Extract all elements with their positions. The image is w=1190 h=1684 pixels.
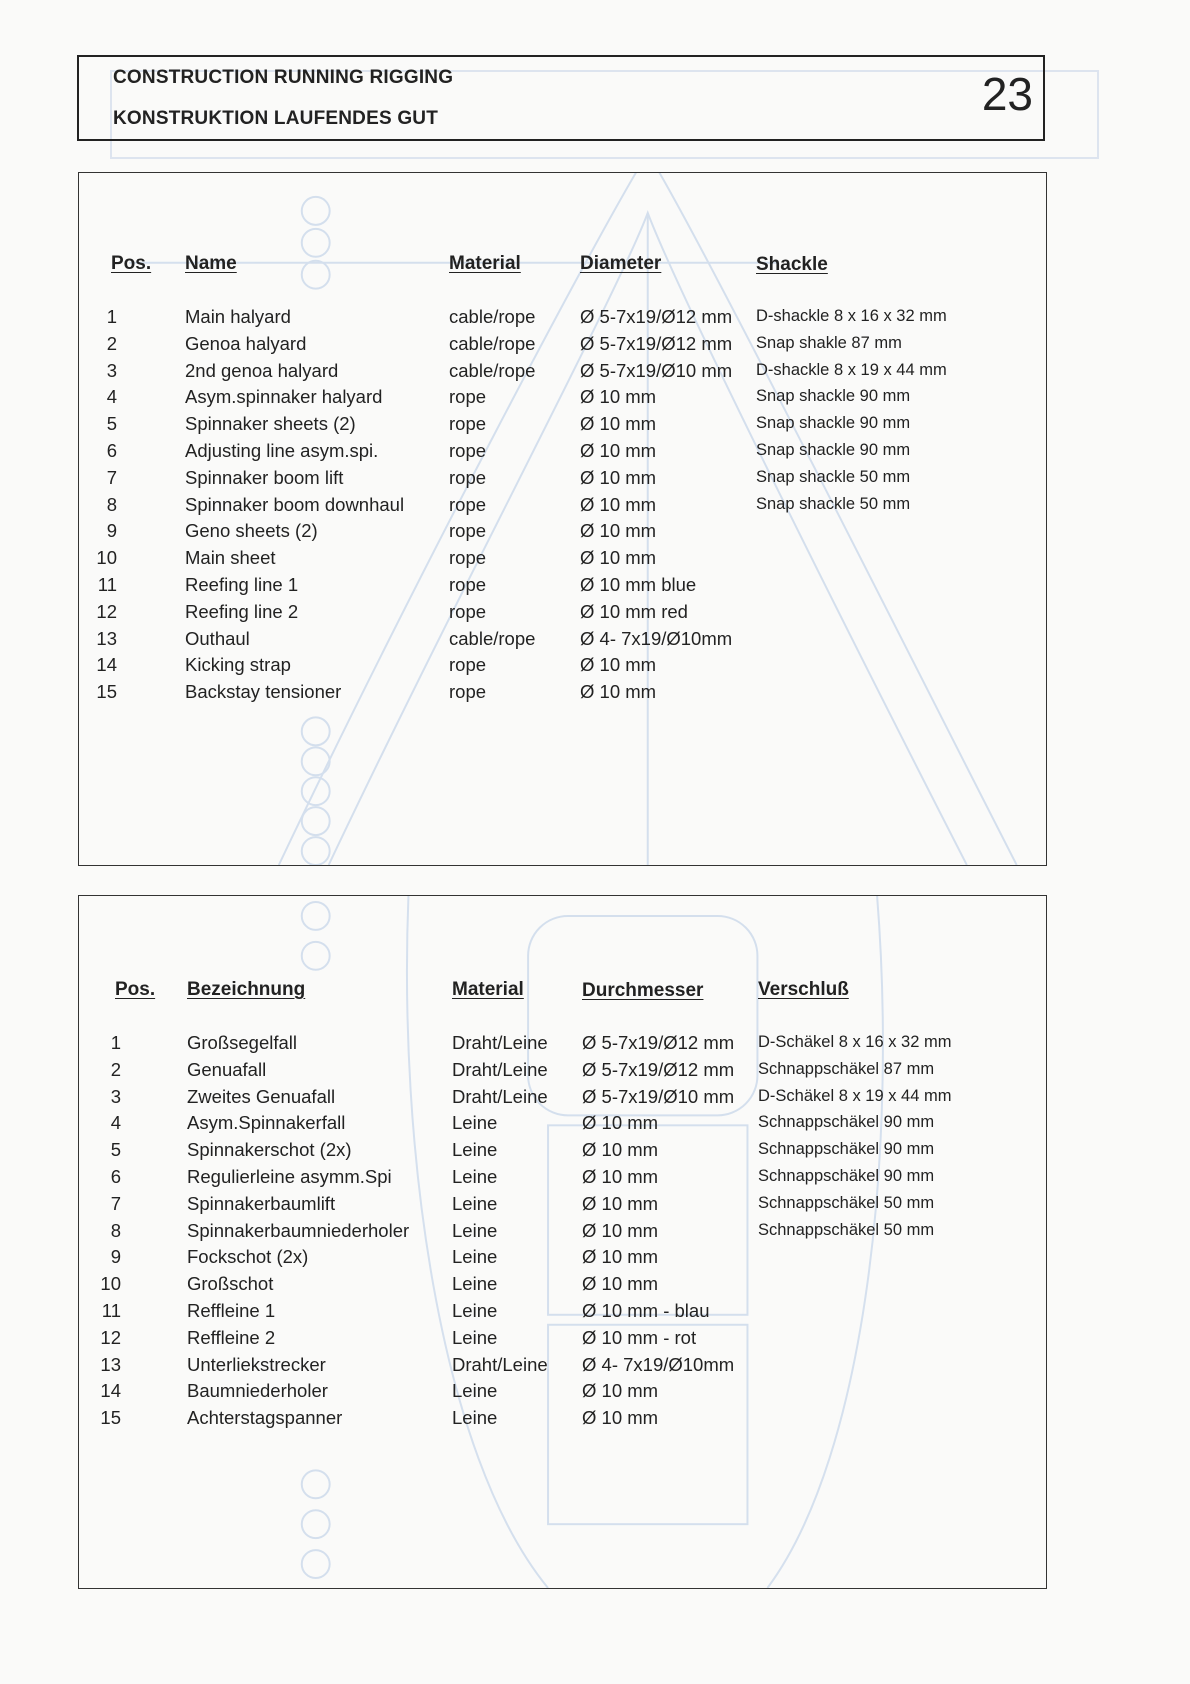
title-german: KONSTRUKTION LAUFENDES GUT [113,108,439,129]
row-pos: 4 [110,1112,121,1134]
table-row [79,654,1046,681]
row-pos: 7 [106,466,117,488]
row-pos: 5 [110,1139,121,1161]
row-diameter: Ø 10 mm [582,1273,659,1295]
row-pos: 13 [100,1353,121,1375]
header-name: Name [185,253,237,274]
row-pos: 1 [106,306,117,327]
table-row [79,360,1046,387]
row-shackle: Schnappschäkel 87 mm [758,1059,935,1078]
row-name: Adjusting line asym.spi. [185,440,379,461]
row-material: rope [449,574,487,595]
row-pos: 1 [110,1032,121,1053]
row-shackle: Schnappschäkel 90 mm [758,1140,935,1159]
table-row [79,494,1046,521]
row-pos: 15 [100,1407,121,1429]
row-name: Asym.Spinnakerfall [187,1112,346,1134]
row-diameter: Ø 5-7x19/Ø12 mm [582,1032,735,1053]
row-material: cable/rope [449,306,536,327]
row-name: Großschot [187,1273,274,1295]
row-name: Reffleine 1 [187,1300,276,1321]
row-pos: 3 [106,359,117,381]
row-shackle: Snap shackle 90 mm [756,441,911,459]
row-name: Regulierleine asymm.Spi [187,1166,392,1187]
row-name: Reefing line 1 [185,574,299,595]
row-name: Spinnakerbaumlift [187,1192,336,1214]
row-name: Zweites Genuafall [187,1085,336,1107]
row-shackle: D-Schäkel 8 x 19 x 44 mm [758,1086,952,1105]
row-diameter: Ø 10 mm [580,547,657,569]
row-diameter: Ø 10 mm red [580,600,688,622]
row-diameter: Ø 5-7x19/Ø12 mm [580,332,733,354]
table-row [79,601,1046,628]
header-diameter: Diameter [580,253,662,274]
row-name: Kicking strap [185,654,291,676]
row-material: Draht/Leine [452,1032,548,1053]
header-name: Bezeichnung [187,979,306,1000]
row-pos: 11 [97,574,117,595]
row-diameter: Ø 5-7x19/Ø12 mm [582,1058,735,1080]
row-shackle: Snap shakle 87 mm [756,333,902,352]
row-diameter: Ø 10 mm [580,493,657,515]
row-diameter: Ø 10 mm [582,1112,659,1134]
row-pos: 13 [96,627,117,649]
row-material: Draht/Leine [452,1058,548,1080]
table-row [79,681,1046,708]
row-shackle: Schnappschäkel 90 mm [758,1167,935,1185]
row-name: Unterliekstrecker [187,1353,326,1375]
header-shackle: Shackle [756,254,828,275]
row-material: rope [449,440,487,461]
row-shackle: Snap shackle 50 mm [756,467,911,486]
row-diameter: Ø 4- 7x19/Ø10mm [582,1353,735,1375]
title-english: CONSTRUCTION RUNNING RIGGING [113,67,454,88]
row-diameter: Ø 10 mm [580,520,657,542]
row-pos: 9 [106,520,117,542]
row-material: Leine [452,1326,498,1348]
row-pos: 6 [110,1166,121,1187]
row-pos: 2 [110,1058,121,1080]
row-diameter: Ø 10 mm [580,413,657,435]
row-pos: 8 [110,1219,121,1241]
row-pos: 12 [96,600,117,622]
row-material: Leine [452,1273,498,1295]
row-name: Reffleine 2 [187,1326,276,1348]
row-diameter: Ø 10 mm [582,1380,659,1402]
table-row [79,333,1046,360]
row-material: rope [449,520,487,542]
row-pos: 8 [106,493,117,515]
row-diameter: Ø 10 mm [582,1139,659,1161]
header-material: Material [452,979,524,1000]
header-material: Material [449,253,521,274]
row-material: Leine [452,1407,498,1429]
row-name: Main sheet [185,547,276,569]
row-name: Geno sheets (2) [185,520,318,542]
row-name: Baumniederholer [187,1380,328,1402]
row-name: Backstay tensioner [185,681,342,703]
row-name: Spinnaker sheets (2) [185,413,356,435]
row-diameter: Ø 10 mm [582,1246,659,1268]
row-material: Leine [452,1166,498,1187]
table-row [79,1112,1046,1139]
table-row [79,1300,1046,1327]
table-row [79,1032,1046,1059]
row-pos: 6 [106,440,117,461]
table-row [79,1246,1046,1273]
table-row [79,547,1046,574]
row-material: Draht/Leine [452,1353,548,1375]
row-shackle: D-shackle 8 x 16 x 32 mm [756,307,947,325]
row-name: Großsegelfall [187,1032,298,1053]
row-material: Leine [452,1246,498,1268]
row-shackle: Schnappschäkel 50 mm [758,1220,935,1239]
header-diameter: Durchmesser [582,980,704,1001]
table-row [79,1193,1046,1220]
row-material: rope [449,493,487,515]
table-row [79,306,1046,333]
row-diameter: Ø 10 mm [580,654,657,676]
row-material: Leine [452,1112,498,1134]
row-material: rope [449,600,487,622]
row-shackle: Schnappschäkel 50 mm [758,1193,935,1212]
row-material: cable/rope [449,359,536,381]
table-row [79,1407,1046,1434]
row-shackle: Schnappschäkel 90 mm [758,1113,935,1132]
row-name: Genoa halyard [185,332,307,354]
row-name: Spinnaker boom downhaul [185,493,405,515]
row-diameter: Ø 10 mm [582,1166,659,1187]
table-row [79,1166,1046,1193]
table-row [79,1273,1046,1300]
row-diameter: Ø 10 mm [582,1192,659,1214]
row-material: cable/rope [449,332,536,354]
row-pos: 12 [100,1326,121,1348]
row-diameter: Ø 4- 7x19/Ø10mm [580,627,733,649]
row-diameter: Ø 5-7x19/Ø10 mm [582,1085,735,1107]
row-name: Outhaul [185,627,250,649]
header-pos: Pos. [115,979,156,1000]
row-diameter: Ø 10 mm blue [580,574,697,595]
row-diameter: Ø 5-7x19/Ø10 mm [580,359,733,381]
table-row [79,1327,1046,1354]
row-shackle: Snap shackle 90 mm [756,387,911,406]
row-diameter: Ø 5-7x19/Ø12 mm [580,306,733,327]
row-material: cable/rope [449,627,536,649]
row-name: Spinnaker boom lift [185,466,344,488]
table-row [79,1059,1046,1086]
row-material: rope [449,681,487,703]
page-header [77,55,1045,141]
row-pos: 10 [96,547,117,569]
row-material: rope [449,547,487,569]
rigging-table-german [78,895,1047,1589]
row-material: Leine [452,1192,498,1214]
row-material: rope [449,466,487,488]
row-name: 2nd genoa halyard [185,359,339,381]
row-material: Leine [452,1300,498,1321]
table-row [79,1086,1046,1113]
row-pos: 5 [106,413,117,435]
row-pos: 15 [96,681,117,703]
row-name: Spinnakerbaumniederholer [187,1219,410,1241]
header-pos: Pos. [111,253,152,274]
table-row [79,1220,1046,1247]
row-pos: 4 [106,386,117,408]
row-material: rope [449,386,487,408]
row-pos: 3 [110,1085,121,1107]
header-shackle: Verschluß [758,979,849,1000]
row-pos: 2 [106,332,117,354]
table-row [79,440,1046,467]
row-diameter: Ø 10 mm [582,1407,659,1429]
row-diameter: Ø 10 mm [580,386,657,408]
row-material: Leine [452,1219,498,1241]
row-name: Asym.spinnaker halyard [185,386,383,408]
row-pos: 14 [96,654,117,676]
row-name: Achterstagspanner [187,1407,343,1429]
row-pos: 7 [110,1192,121,1214]
table-row [79,1139,1046,1166]
row-material: rope [449,654,487,676]
row-diameter: Ø 10 mm - blau [582,1300,710,1321]
row-name: Genuafall [187,1058,267,1080]
row-material: Leine [452,1139,498,1161]
row-material: Draht/Leine [452,1085,548,1107]
row-diameter: Ø 10 mm - rot [582,1326,697,1348]
row-pos: 14 [100,1380,121,1402]
table-row [79,413,1046,440]
row-shackle: D-Schäkel 8 x 16 x 32 mm [758,1033,952,1051]
row-name: Spinnakerschot (2x) [187,1139,352,1161]
table-row [79,1354,1046,1381]
row-material: Leine [452,1380,498,1402]
row-shackle: D-shackle 8 x 19 x 44 mm [756,360,947,379]
row-shackle: Snap shackle 50 mm [756,494,911,513]
page-number: 23 [981,68,1033,120]
row-pos: 10 [100,1273,121,1295]
table-row [79,467,1046,494]
table-row [79,574,1046,601]
row-pos: 11 [101,1300,121,1321]
row-diameter: Ø 10 mm [580,681,657,703]
row-pos: 9 [110,1246,121,1268]
row-diameter: Ø 10 mm [580,466,657,488]
row-name: Fockschot (2x) [187,1246,309,1268]
row-diameter: Ø 10 mm [582,1219,659,1241]
table-row [79,1380,1046,1407]
table-row [79,386,1046,413]
row-material: rope [449,413,487,435]
table-row [79,520,1046,547]
row-shackle: Snap shackle 90 mm [756,414,911,433]
table-row [79,628,1046,655]
row-name: Main halyard [185,306,291,327]
row-diameter: Ø 10 mm [580,440,657,461]
row-name: Reefing line 2 [185,600,299,622]
rigging-table-english [78,172,1047,866]
